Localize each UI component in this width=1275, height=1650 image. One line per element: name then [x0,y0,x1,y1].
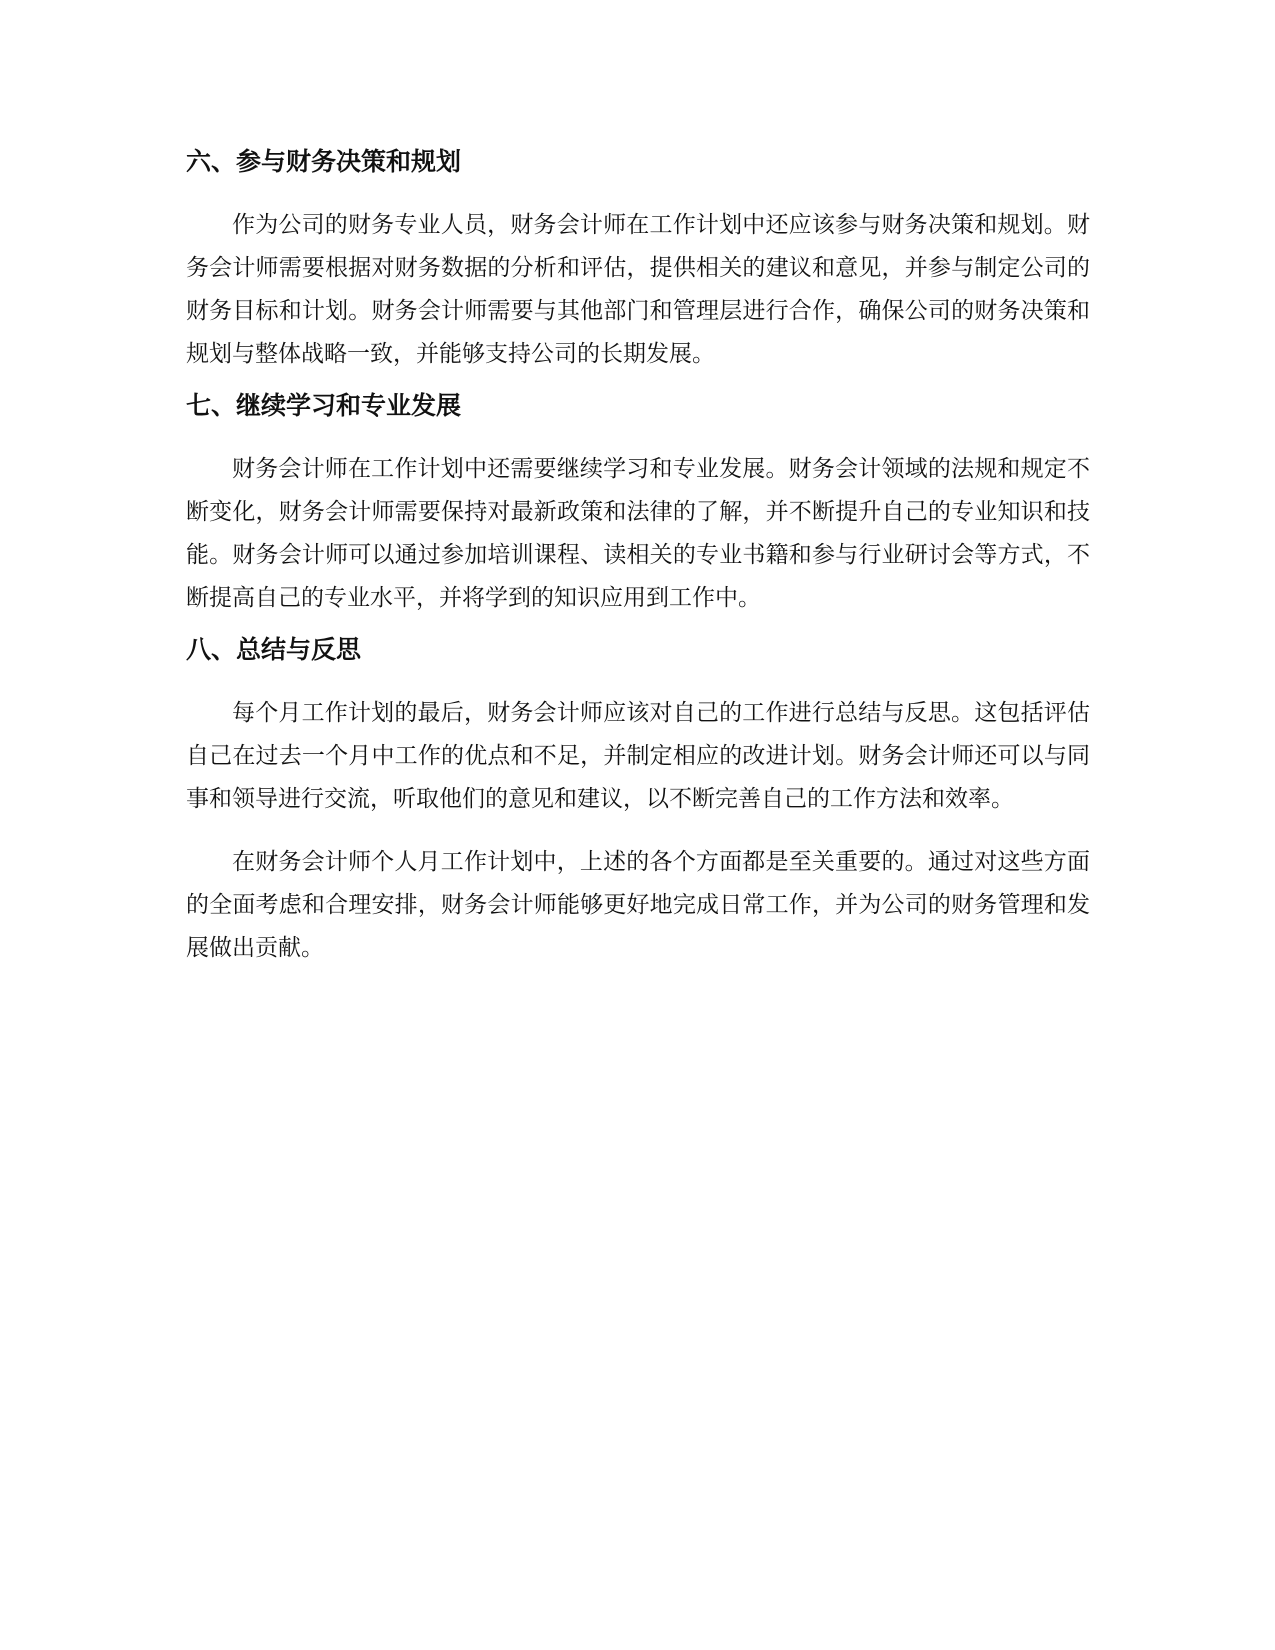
section-title-7: 七、继续学习和专业发展 [186,391,462,420]
section-6-paragraph: 作为公司的财务专业人员，财务会计师在工作计划中还应该参与财务决策和规划。财务会计师需要根据对财务数据的分析和评估，提供相关的建议和意见，并参与制定公司的财务目标和计划。财务会计师需要与其他部门和管理层进行合作，确保公司的财务决策和规划与整体战略一致，并能够支持公司的长期发展。 [186,212,1090,367]
document-body [186,142,1090,970]
section-7-paragraph: 财务会计师在工作计划中还需要继续学习和专业发展。财务会计领域的法规和规定不断变化，财务会计师需要保持对最新政策和法律的了解，并不断提升自己的专业知识和技能。财务会计师可以通过参加培训课程、读相关的专业书籍和参与行业研讨会等方式，不断提高自己的专业水平，并将学到的知识应用到工作中。 [186,456,1090,611]
section-title-6: 六、参与财务决策和规划 [186,147,462,176]
section-8-paragraph-1: 每个月工作计划的最后，财务会计师应该对自己的工作进行总结与反思。这包括评估自己在过去一个月中工作的优点和不足，并制定相应的改进计划。财务会计师还可以与同事和领导进行交流，听取他们的意见和建议，以不断完善自己的工作方法和效率。 [186,700,1090,812]
section-8-paragraph-2: 在财务会计师个人月工作计划中，上述的各个方面都是至关重要的。通过对这些方面的全面考虑和合理安排，财务会计师能够更好地完成日常工作，并为公司的财务管理和发展做出贡献。 [186,849,1090,961]
section-title-8: 八、总结与反思 [186,635,362,664]
